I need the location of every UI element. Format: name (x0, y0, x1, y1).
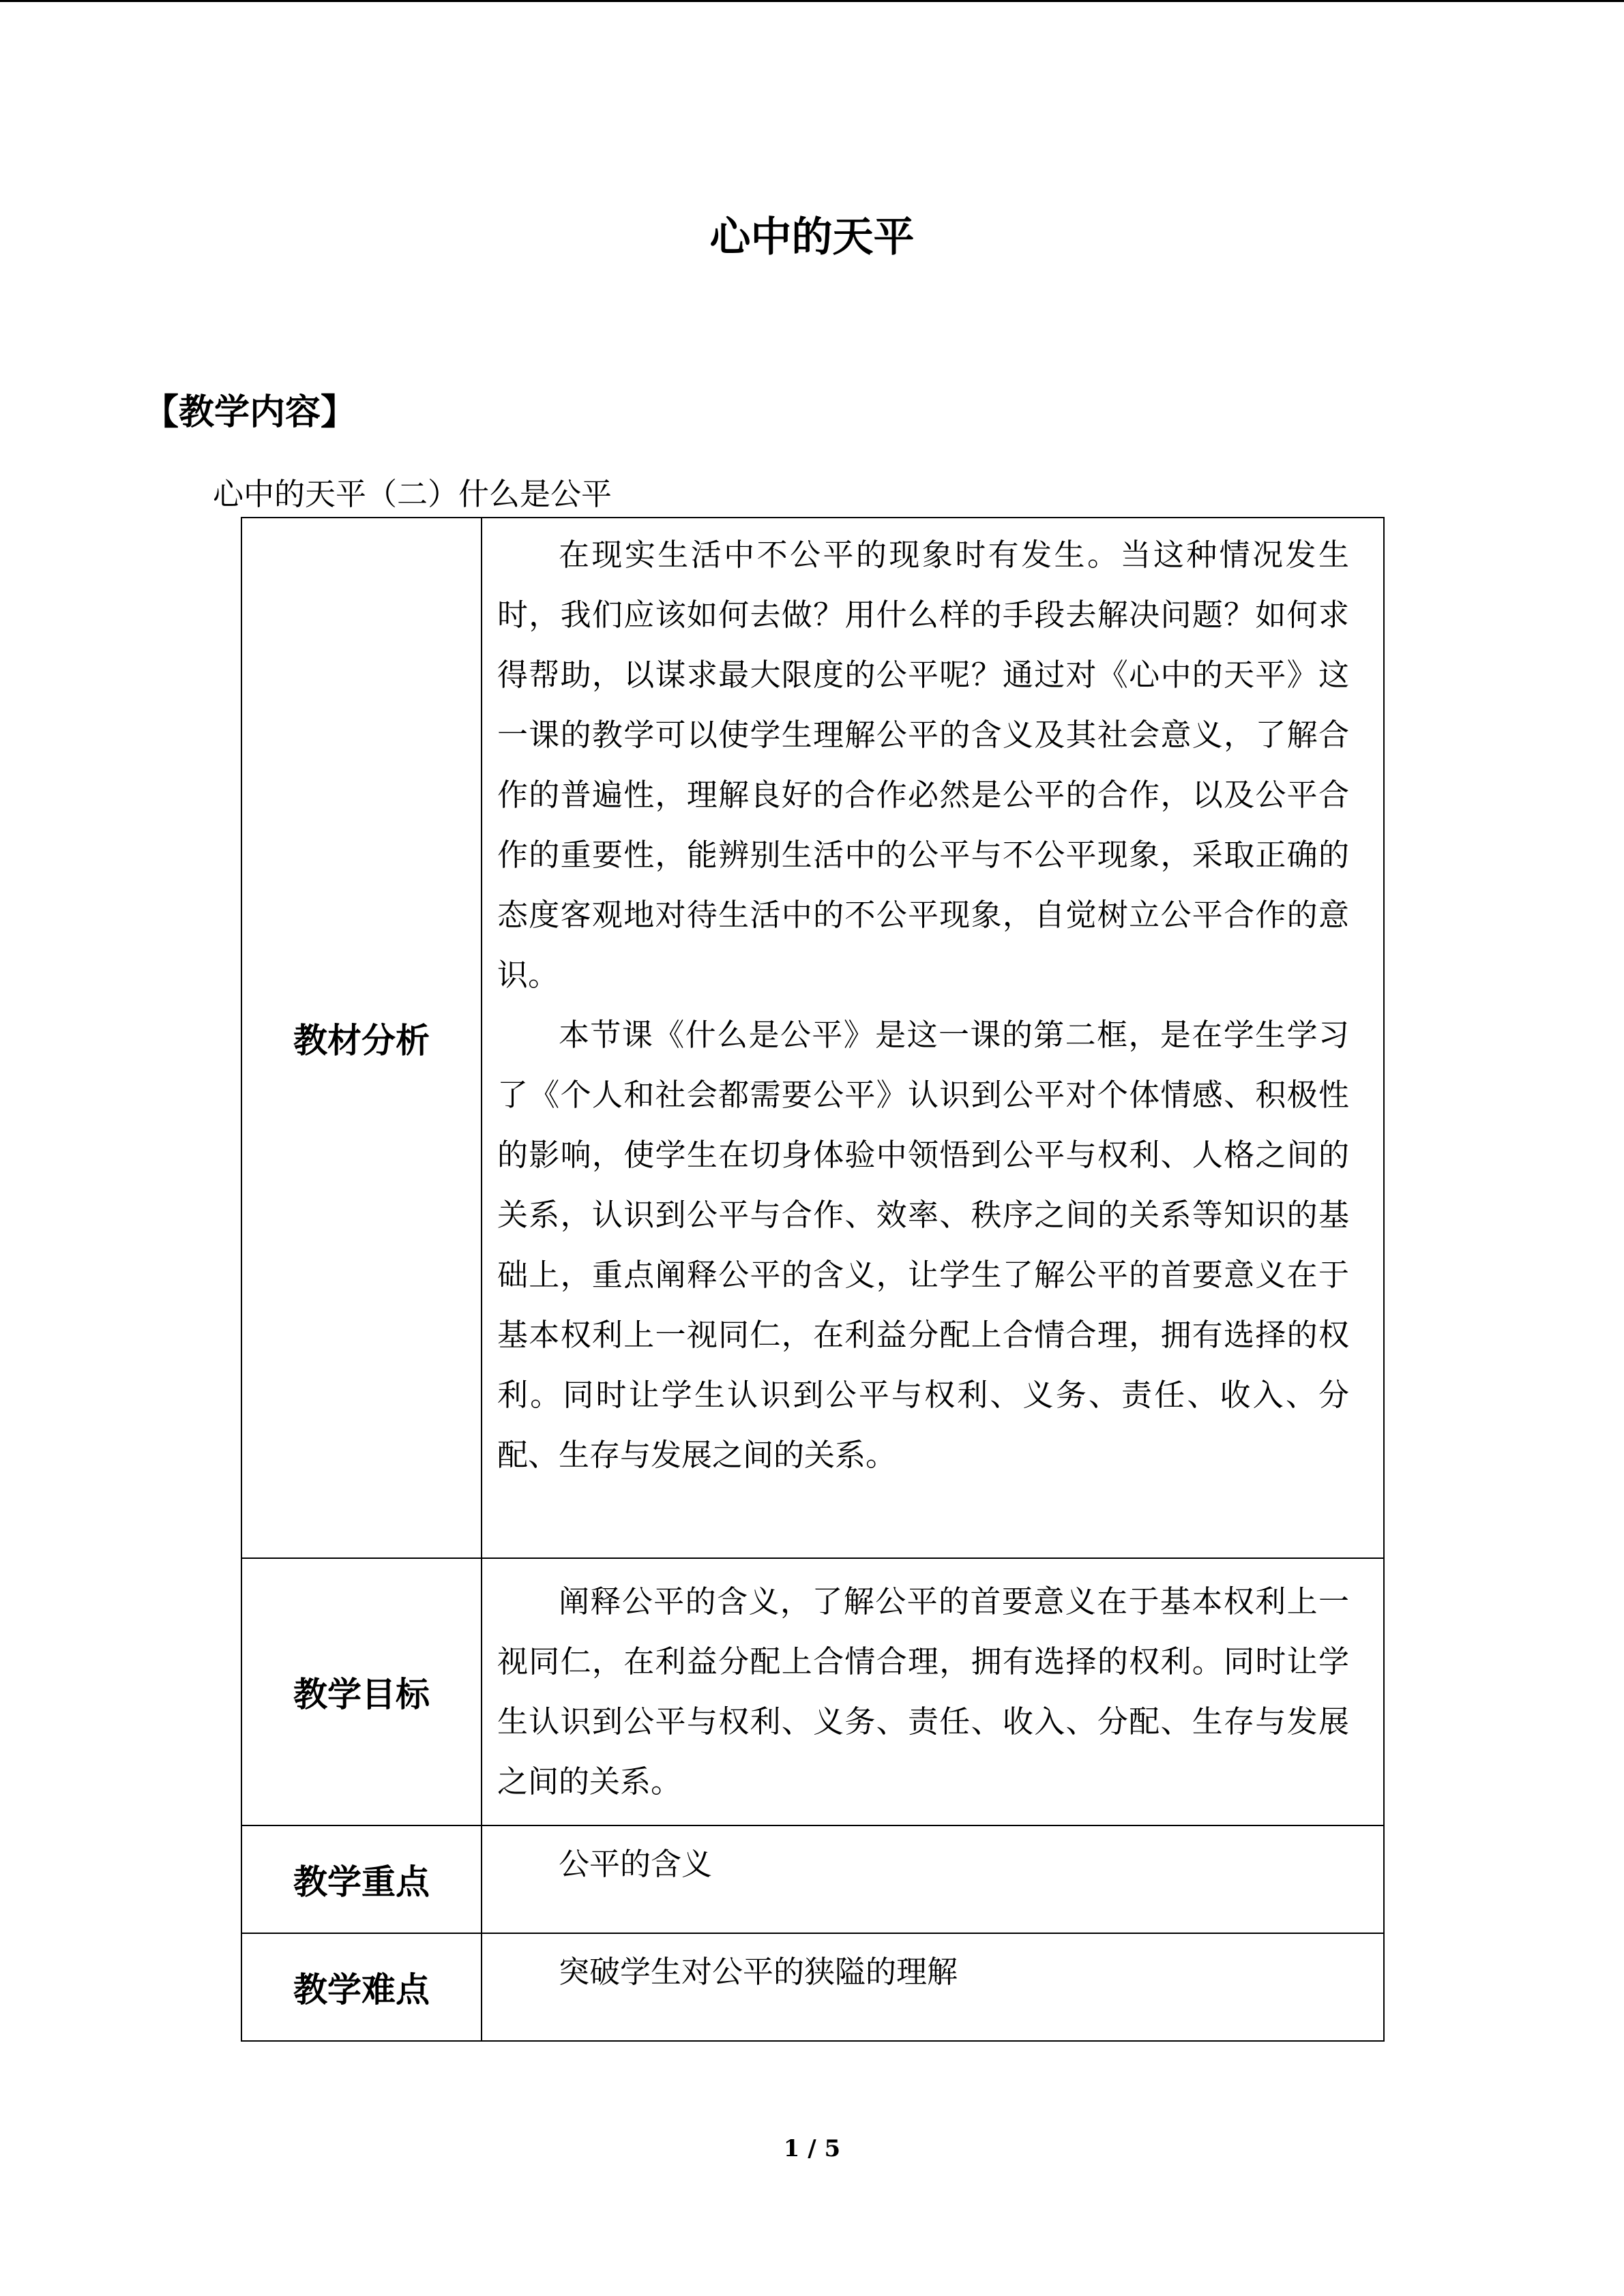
table-row-difficulty (241, 1933, 1384, 2041)
key-point-content (482, 1825, 1384, 1933)
table-row-goal (241, 1558, 1384, 1825)
analysis-content (482, 518, 1384, 1558)
lesson-plan-table (241, 517, 1385, 2042)
goal-content (482, 1558, 1384, 1825)
analysis-label: 教材分析 (241, 518, 482, 1558)
table-row-analysis (241, 518, 1384, 1558)
analysis-paragraph-2: 本节课《什么是公平》是这一课的第二框，是在学生学习了《个人和社会都需要公平》认识到公平对个体情感、积极性的影响，使学生在切身体验中领悟到公平与权利、人格之间的关系，认识到公平与合作、效率、秩序之间的关系等知识的基础上，重点阐释公平的含义，让学生了解公平的首要意义在于基本权利上一视同仁，在利益分配上合情合理，拥有选择的权利。同时让学生认识到公平与权利、义务、责任、收入、分配、生存与发展之间的关系。 (497, 1017, 1349, 1473)
key-point-label: 教学重点 (241, 1825, 482, 1933)
lesson-subtitle: 心中的天平（二）什么是公平 (213, 476, 612, 512)
analysis-paragraph-1: 在现实生活中不公平的现象时有发生。当这种情况发生时，我们应该如何去做？用什么样的手段去解决问题？如何求得帮助，以谋求最大限度的公平呢？通过对《心中的天平》这一课的教学可以使学生理解公平的含义及其社会意义，了解合作的普遍性，理解良好的合作必然是公平的合作，以及公平合作的重要性，能辨别生活中的公平与不公平现象，采取正确的态度客观地对待生活中的不公平现象，自觉树立公平合作的意识。 (497, 537, 1349, 993)
table-row-key-point (241, 1825, 1384, 1933)
difficulty-content (482, 1933, 1384, 2041)
section-heading: 【教学内容】 (143, 392, 357, 433)
goal-text: 阐释公平的含义，了解公平的首要意义在于基本权利上一视同仁，在利益分配上合情合理，拥有选择的权利。同时让学生认识到公平与权利、义务、责任、收入、分配、生存与发展之间的关系。 (497, 1583, 1349, 1800)
document-title: 心中的天平 (709, 213, 915, 261)
difficulty-label: 教学难点 (241, 1933, 482, 2041)
difficulty-text: 突破学生对公平的狭隘的理解 (559, 1954, 958, 1990)
page-number: 1 / 5 (783, 2135, 841, 2162)
key-point-text: 公平的含义 (559, 1846, 713, 1882)
page-top-border (0, 0, 1624, 2)
goal-label: 教学目标 (241, 1558, 482, 1825)
